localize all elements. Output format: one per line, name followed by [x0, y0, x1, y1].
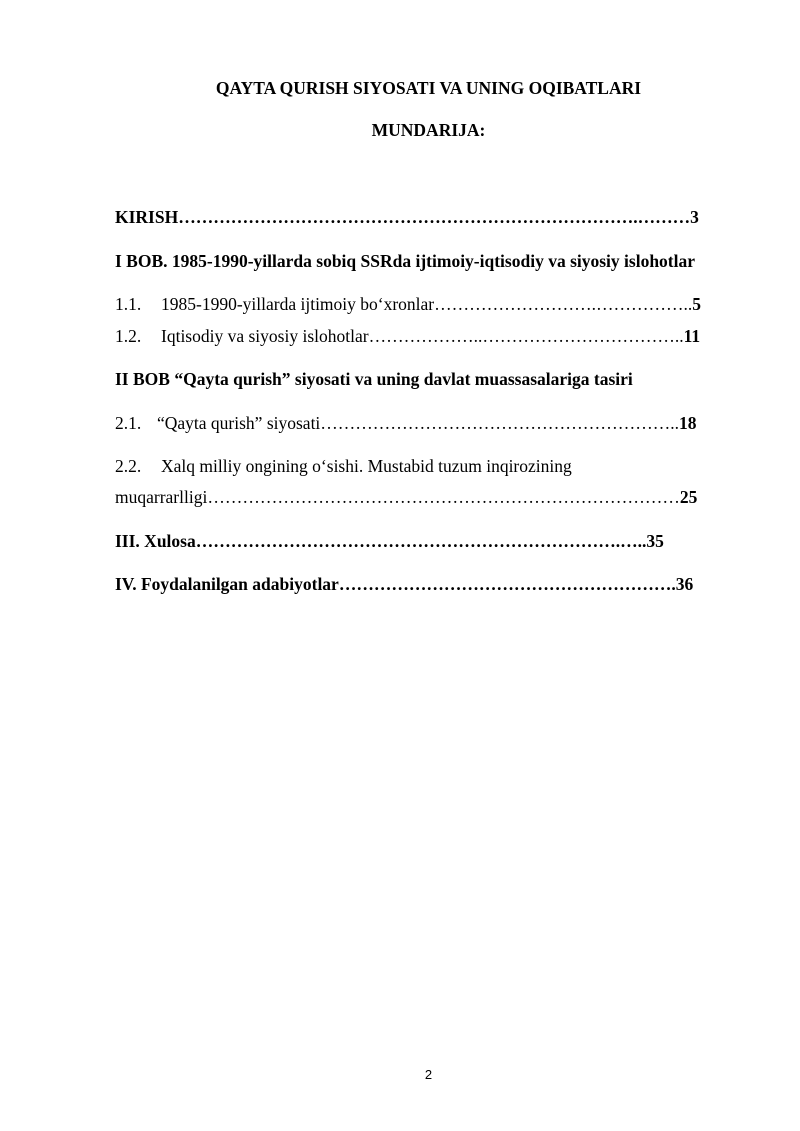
toc-entry-2-2: [115, 456, 572, 477]
toc-entry-xulosa: [115, 531, 664, 552]
toc-entry-1-2: [115, 326, 700, 347]
toc-entry-number: 1.2.: [115, 326, 142, 346]
toc-entry-dots: ………………………………………………………………………: [207, 487, 680, 507]
toc-entry-text: Xalq milliy ongining o‘sishi. Mustabid tuzum inqirozining: [161, 456, 572, 476]
toc-entry-dots: ……………………….……………..: [434, 294, 693, 314]
toc-entry-dots: ……………………………………………………..: [320, 413, 680, 433]
toc-entry-number: 2.1.: [115, 413, 142, 433]
toc-entry-page: 5: [692, 294, 702, 314]
toc-entry-number: 1.1.: [115, 294, 142, 314]
document-title: QAYTA QURISH SIYOSATI VA UNING OQIBATLARI: [215, 78, 642, 98]
toc-entry-page: .36: [671, 574, 694, 594]
toc-entry-text: “Qayta qurish” siyosati: [157, 413, 321, 433]
page-number: 2: [424, 1067, 433, 1082]
toc-entry-adabiyotlar: [115, 574, 693, 595]
toc-entry-text: muqarrarlligi: [115, 487, 208, 507]
toc-entry-text: Iqtisodiy va siyosiy islohotlar: [161, 326, 369, 346]
toc-entry-kirish: [115, 207, 699, 228]
toc-entry-2-1: [115, 413, 697, 434]
toc-entry-page: 25: [679, 487, 698, 507]
toc-entry-dots: …………………………………………………: [338, 574, 672, 594]
toc-entry-page: 3: [690, 207, 699, 227]
toc-chapter-1: I BOB. 1985-1990-yillarda sobiq SSRda ijtimoiy-iqtisodiy va siyosiy islohotlar: [115, 251, 696, 271]
toc-entry-1-1: [115, 294, 701, 315]
toc-chapter-2: II BOB “Qayta qurish” siyosati va uning davlat muassasalariga tasiri: [115, 369, 633, 389]
toc-entry-page: 11: [683, 326, 701, 346]
toc-entry-dots: …………………………………………………………………….………: [178, 207, 691, 227]
toc-entry-text: 1985-1990-yillarda ijtimoiy bo‘xronlar: [161, 294, 435, 314]
toc-heading: MUNDARIJA:: [371, 120, 486, 140]
toc-entry-dots: ……………………………………………………………….…..: [195, 531, 647, 551]
toc-entry-text: KIRISH: [115, 207, 179, 227]
toc-entry-2-2-continuation: [115, 487, 697, 508]
toc-entry-text: III. Xulosa: [115, 531, 196, 551]
toc-entry-page: 35: [646, 531, 664, 551]
toc-entry-dots: ………………..……………………………..: [368, 326, 684, 346]
toc-entry-text: IV. Foydalanilgan adabiyotlar: [115, 574, 339, 594]
toc-entry-page: 18: [679, 413, 697, 433]
toc-entry-number: 2.2.: [115, 456, 142, 476]
